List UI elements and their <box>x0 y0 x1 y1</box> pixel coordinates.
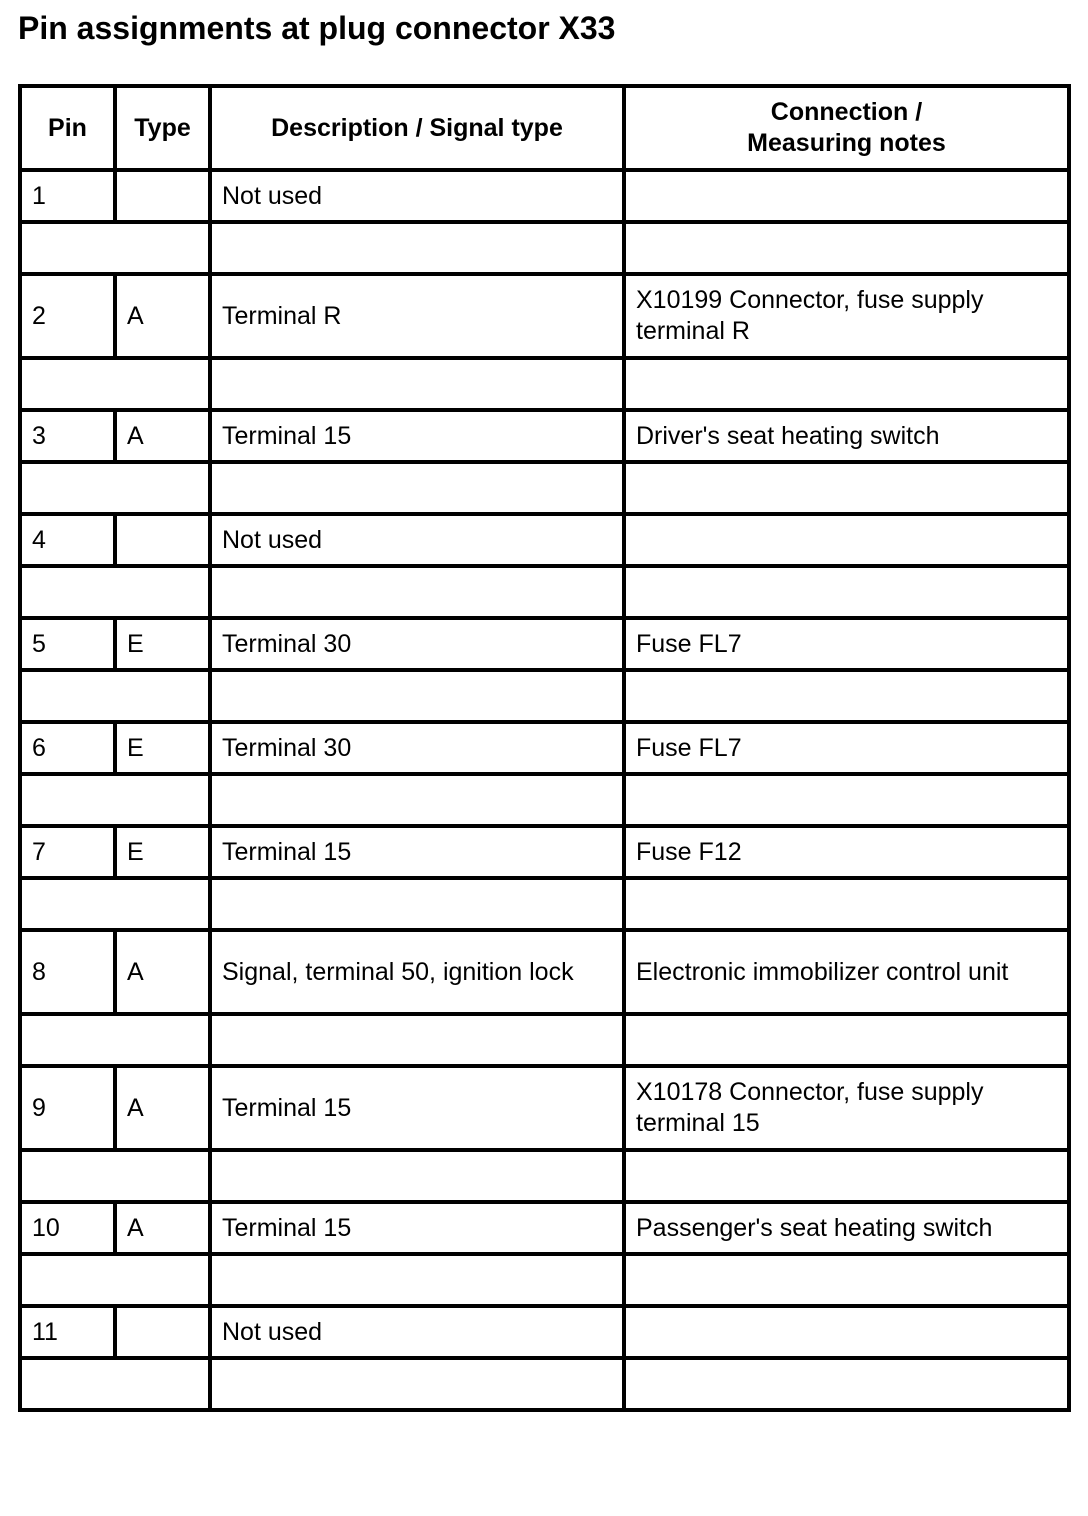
table-row <box>20 618 1069 670</box>
table-row <box>20 170 1069 222</box>
header-connection-line1: Connection / <box>770 98 923 126</box>
spacer-cell <box>210 878 624 930</box>
spacer-row <box>20 462 1069 514</box>
description-cell: Signal, terminal 50, ignition lock <box>210 930 624 1014</box>
spacer-row <box>20 1014 1069 1066</box>
spacer-cell <box>624 222 1069 274</box>
spacer-cell <box>20 222 210 274</box>
pin-cell: 6 <box>20 722 115 774</box>
pin-cell: 11 <box>20 1306 115 1358</box>
spacer-cell <box>624 774 1069 826</box>
spacer-row <box>20 1358 1069 1410</box>
spacer-cell <box>210 1014 624 1066</box>
pin-cell: 9 <box>20 1066 115 1150</box>
spacer-row <box>20 1150 1069 1202</box>
spacer-cell <box>210 1254 624 1306</box>
header-connection-line2: Measuring notes <box>747 129 946 157</box>
description-cell: Not used <box>210 170 624 222</box>
spacer-cell <box>20 1254 210 1306</box>
spacer-row <box>20 566 1069 618</box>
spacer-cell <box>20 566 210 618</box>
spacer-cell <box>624 358 1069 410</box>
spacer-cell <box>624 566 1069 618</box>
header-connection <box>624 86 1069 170</box>
page-title: Pin assignments at plug connector X33 <box>18 10 616 46</box>
type-cell <box>115 170 210 222</box>
table-row <box>20 514 1069 566</box>
table-row <box>20 930 1069 1014</box>
connection-cell: X10199 Connector, fuse supply terminal R <box>624 274 1069 358</box>
spacer-cell <box>20 1358 210 1410</box>
pin-assignment-table <box>18 84 1071 1412</box>
spacer-cell <box>20 358 210 410</box>
spacer-cell <box>624 670 1069 722</box>
pin-cell: 2 <box>20 274 115 358</box>
spacer-cell <box>210 222 624 274</box>
spacer-row <box>20 1254 1069 1306</box>
type-cell: E <box>115 722 210 774</box>
spacer-cell <box>210 566 624 618</box>
connection-cell: Fuse FL7 <box>624 722 1069 774</box>
table-row <box>20 722 1069 774</box>
spacer-cell <box>210 358 624 410</box>
type-cell: E <box>115 826 210 878</box>
spacer-row <box>20 222 1069 274</box>
description-cell: Terminal 15 <box>210 826 624 878</box>
pin-cell: 8 <box>20 930 115 1014</box>
spacer-cell <box>210 462 624 514</box>
description-cell: Terminal R <box>210 274 624 358</box>
table-row <box>20 1066 1069 1150</box>
type-cell <box>115 514 210 566</box>
header-pin: Pin <box>20 86 115 170</box>
connection-cell <box>624 514 1069 566</box>
table-row <box>20 1306 1069 1358</box>
spacer-cell <box>210 1150 624 1202</box>
pin-cell: 3 <box>20 410 115 462</box>
connection-cell: Fuse F12 <box>624 826 1069 878</box>
spacer-cell <box>624 1150 1069 1202</box>
spacer-row <box>20 358 1069 410</box>
type-cell: A <box>115 1202 210 1254</box>
table-row <box>20 826 1069 878</box>
description-cell: Terminal 15 <box>210 1066 624 1150</box>
spacer-cell <box>624 1254 1069 1306</box>
spacer-cell <box>624 1358 1069 1410</box>
pin-cell: 10 <box>20 1202 115 1254</box>
spacer-cell <box>624 878 1069 930</box>
spacer-cell <box>20 462 210 514</box>
description-cell: Not used <box>210 514 624 566</box>
header-type: Type <box>115 86 210 170</box>
spacer-row <box>20 774 1069 826</box>
connection-cell: Passenger's seat heating switch <box>624 1202 1069 1254</box>
table-row <box>20 274 1069 358</box>
spacer-cell <box>210 1358 624 1410</box>
table-header-row <box>20 86 1069 170</box>
connection-cell <box>624 1306 1069 1358</box>
type-cell: A <box>115 1066 210 1150</box>
type-cell: A <box>115 274 210 358</box>
spacer-cell <box>20 774 210 826</box>
connection-cell: Driver's seat heating switch <box>624 410 1069 462</box>
description-cell: Terminal 30 <box>210 618 624 670</box>
spacer-row <box>20 670 1069 722</box>
connection-cell <box>624 170 1069 222</box>
type-cell: A <box>115 410 210 462</box>
type-cell: A <box>115 930 210 1014</box>
pin-cell: 1 <box>20 170 115 222</box>
description-cell: Not used <box>210 1306 624 1358</box>
spacer-cell <box>20 1014 210 1066</box>
pin-cell: 4 <box>20 514 115 566</box>
table-row <box>20 1202 1069 1254</box>
type-cell <box>115 1306 210 1358</box>
connection-cell: X10178 Connector, fuse supply terminal 15 <box>624 1066 1069 1150</box>
spacer-cell <box>20 1150 210 1202</box>
spacer-cell <box>210 670 624 722</box>
pin-cell: 7 <box>20 826 115 878</box>
spacer-row <box>20 878 1069 930</box>
spacer-cell <box>624 1014 1069 1066</box>
header-description: Description / Signal type <box>210 86 624 170</box>
type-cell: E <box>115 618 210 670</box>
spacer-cell <box>210 774 624 826</box>
table-row <box>20 410 1069 462</box>
spacer-cell <box>20 670 210 722</box>
spacer-cell <box>20 878 210 930</box>
description-cell: Terminal 15 <box>210 1202 624 1254</box>
description-cell: Terminal 30 <box>210 722 624 774</box>
description-cell: Terminal 15 <box>210 410 624 462</box>
connection-cell: Fuse FL7 <box>624 618 1069 670</box>
pin-cell: 5 <box>20 618 115 670</box>
connection-cell: Electronic immobilizer control unit <box>624 930 1069 1014</box>
spacer-cell <box>624 462 1069 514</box>
